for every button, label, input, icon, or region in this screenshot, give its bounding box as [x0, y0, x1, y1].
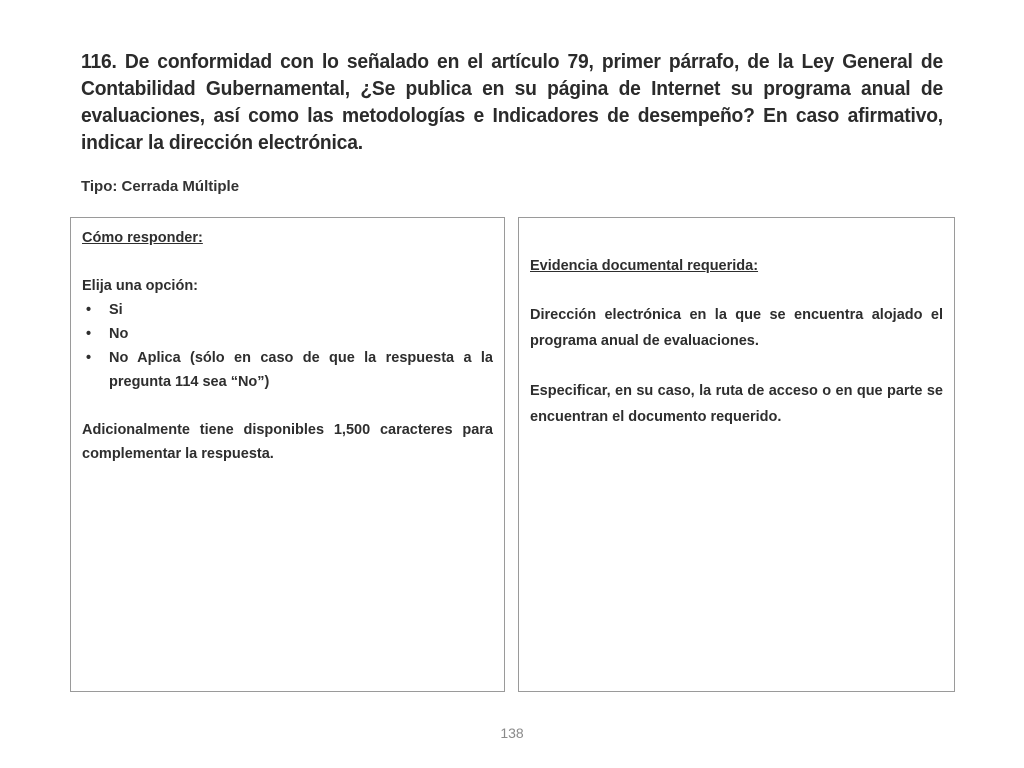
option-item: • No: [82, 322, 493, 346]
instruction-text: Elija una opción:: [82, 278, 199, 294]
character-note: Adicionalmente tiene disponibles 1,500 caracteres para complementar la respuesta.: [82, 422, 493, 462]
bullet-icon: •: [86, 350, 92, 366]
question-type: Tipo: Cerrada Múltiple: [81, 178, 240, 195]
question-text: 116. De conformidad con lo señalado en el artículo 79, primer párrafo, de la Ley General de Contabilidad Gubernamental, ¿Se publica en su página de Internet su programa anual de evaluaciones, así como las metodologías e Indicadores de desempeño? En caso afirmativo, indicar la dirección electrónica.: [81, 50, 943, 154]
option-item: • Si: [82, 298, 493, 322]
bullet-icon: •: [86, 302, 92, 318]
required-evidence-box: [518, 217, 955, 692]
evidence-paragraph: Dirección electrónica en la que se encuentra alojado el programa anual de evaluaciones.: [530, 307, 943, 349]
required-evidence-heading: Evidencia documental requerida:: [530, 258, 759, 274]
bullet-icon: •: [86, 326, 92, 342]
how-to-answer-heading: Cómo responder:: [82, 230, 203, 246]
evidence-paragraph: Especificar, en su caso, la ruta de acceso o en que parte se encuentran el documento requerido.: [530, 383, 943, 425]
option-item: • No Aplica (sólo en caso de que la respuesta a la pregunta 114 sea “No”): [82, 346, 493, 394]
options-list: [82, 298, 493, 394]
page-number: 138: [500, 725, 524, 741]
how-to-answer-box: [70, 217, 505, 692]
